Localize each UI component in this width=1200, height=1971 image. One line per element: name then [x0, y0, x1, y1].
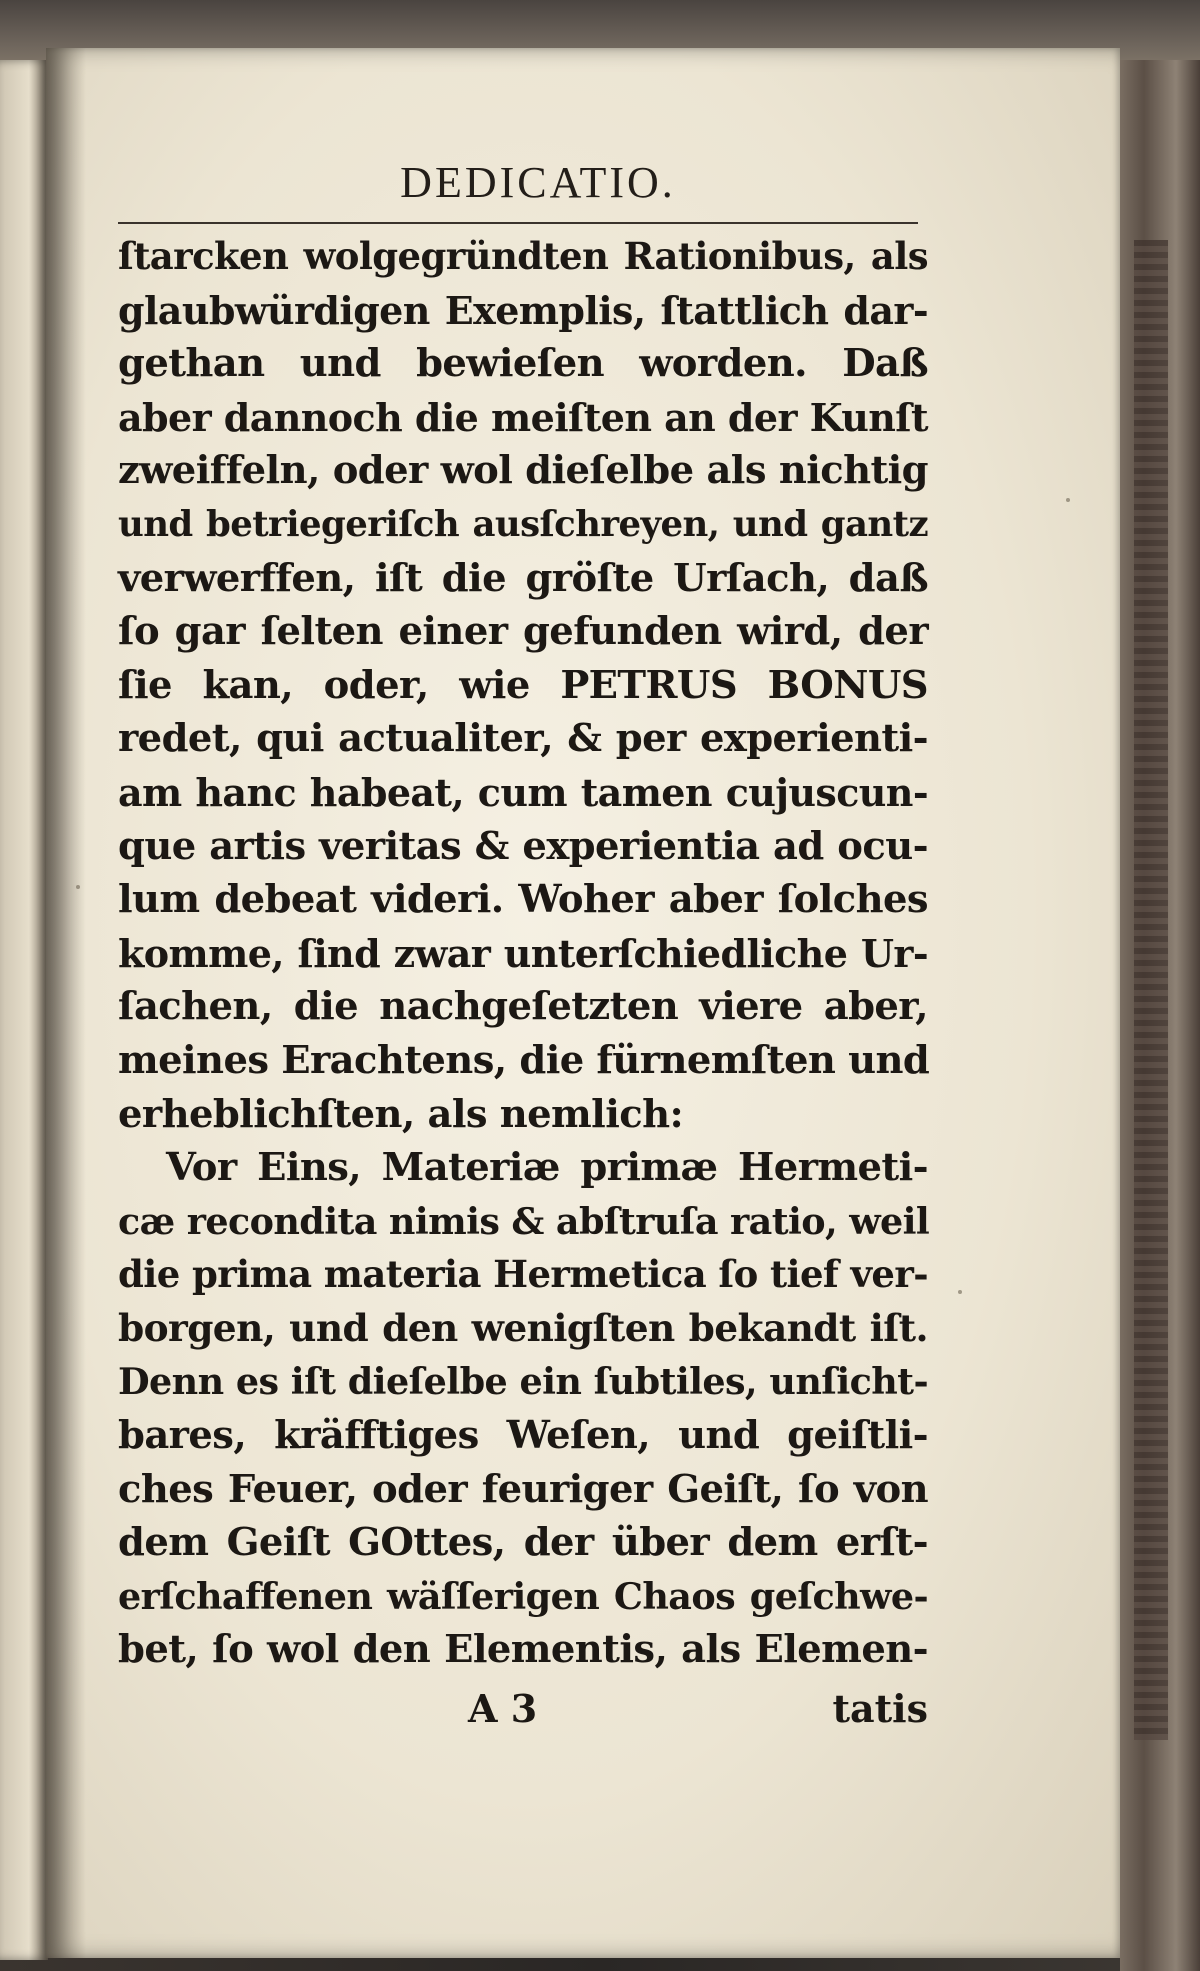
- facing-page-edge: [0, 60, 48, 1960]
- text-line: bares, kräfftiges Weſen, und geiſtli-: [118, 1413, 928, 1459]
- book-cover-right: [1120, 60, 1200, 1971]
- signature-mark: A 3: [468, 1685, 538, 1731]
- body-text: [118, 230, 928, 1677]
- text-line: lum debeat videri. Woher aber ſolches: [118, 877, 928, 923]
- text-line: dem Geiſt GOttes, der über dem erſt-: [118, 1520, 928, 1566]
- text-line: glaubwürdigen Exemplis, ſtattlich dar-: [118, 287, 928, 333]
- text-line: borgen, und den wenigſten bekandt iſt.: [118, 1305, 928, 1350]
- text-line: ches Feuer, oder feuriger Geiſt, ſo von: [118, 1466, 928, 1512]
- paper-speck: [76, 885, 80, 889]
- text-line: gethan und bewieſen worden. Daß: [118, 341, 928, 387]
- text-line: Denn es iſt dieſelbe ein ſubtiles, unſicht-: [118, 1360, 928, 1404]
- text-line: und betriegeriſch ausſchreyen, und gantz: [118, 503, 928, 545]
- text-line: die prima materia Hermetica ſo tief ver-: [118, 1252, 928, 1297]
- text-block: [118, 150, 928, 1735]
- text-line: verwerffen, iſt die gröſte Urſach, daß: [118, 555, 928, 601]
- paper-speck: [1066, 498, 1070, 502]
- text-line: ſo gar ſelten einer gefunden wird, der: [118, 609, 928, 655]
- running-title: DEDICATIO.: [400, 158, 676, 207]
- page-footer: [118, 1681, 928, 1735]
- text-line: aber dannoch die meiſten an der Kunſt: [118, 394, 928, 440]
- text-line: erſchaffenen wäſſerigen Chaos geſchwe-: [118, 1574, 928, 1618]
- text-line: ſie kan, oder, wie PETRUS BONUS: [118, 662, 928, 708]
- text-line: cæ recondita nimis & abſtruſa ratio, weil: [118, 1199, 930, 1243]
- paper-speck: [958, 1290, 962, 1294]
- text-line: Vor Eins, Materiæ primæ Hermeti-: [166, 1145, 928, 1191]
- text-line: am hanc habeat, cum tamen cujuscun-: [118, 769, 928, 815]
- text-line: meines Erachtens, die fürnemſten und: [118, 1037, 930, 1083]
- catchword: tatis: [832, 1685, 928, 1731]
- text-line: bet, ſo wol den Elementis, als Elemen-: [118, 1627, 928, 1673]
- text-line: ſachen, die nachgeſetzten viere aber,: [118, 984, 928, 1030]
- header-rule: [118, 222, 918, 224]
- text-line: redet, qui actualiter, & per experienti-: [118, 716, 928, 762]
- text-line: que artis veritas & experientia ad ocu-: [118, 823, 928, 869]
- page-gutter-shadow: [46, 48, 86, 1958]
- text-line: komme, ſind zwar unterſchiedliche Ur-: [118, 930, 928, 976]
- text-line: erheblichſten, als nemlich:: [118, 1091, 684, 1137]
- text-line: ſtarcken wolgegründten Rationibus, als: [118, 234, 928, 278]
- text-line: zweiffeln, oder wol dieſelbe als nichtig: [118, 448, 928, 494]
